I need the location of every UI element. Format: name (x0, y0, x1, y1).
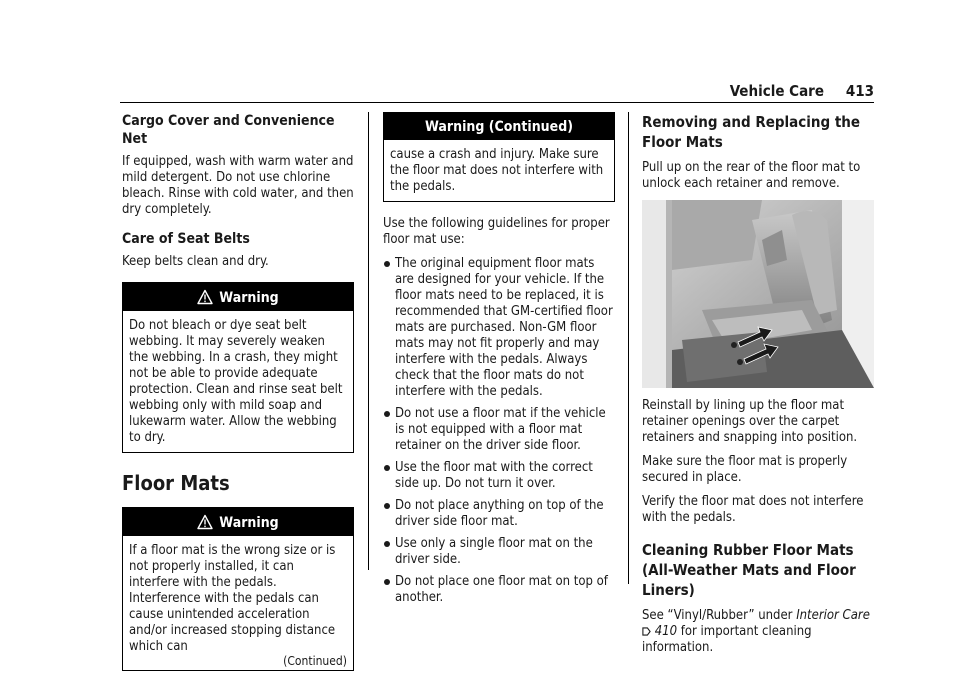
page-number: 413 (845, 82, 874, 100)
guideline-item: The original equipment floor mats are designed for your vehicle. If the floor mats need to be replaced, it is recommended that GM-certified floor mats are purchased. Non-GM floor mats may not fit properly and may interfere with the pedals. Always check that the floor mats do not interfere with the pedals. (383, 256, 615, 400)
guidelines-intro: Use the following guidelines for proper floor mat use: (383, 216, 610, 247)
warning-text: If a floor mat is the wrong size or is not properly installed, it can interfere with the pedals. Interference with the pedals can cause unintended acceleration and/or increased stopping distance which can (129, 543, 336, 654)
column-divider-2 (628, 112, 629, 584)
warning-body (123, 536, 353, 670)
verify-text: Verify the floor mat does not interfere with the pedals. (642, 494, 864, 525)
warning-header (123, 508, 353, 536)
seatbelts-heading: Care of Seat Belts (122, 231, 250, 247)
page-reference-link[interactable]: 410 (654, 624, 678, 639)
floor-mat-retainer-photo (642, 200, 874, 388)
guideline-item: Do not use a floor mat if the vehicle is not equipped with a floor mat retainer on the driver side floor. (383, 406, 615, 454)
warning-header (123, 283, 353, 311)
guideline-item: Use the floor mat with the correct side up. Do not turn it over. (383, 460, 615, 492)
reinstall-text: Reinstall by lining up the floor mat retainer openings over the carpet retainers and snapping into position. (642, 398, 858, 445)
cargo-heading: Cargo Cover and Convenience Net (122, 113, 335, 147)
cleaning-heading: Cleaning Rubber Floor Mats (All-Weather Mats and Floor Liners) (642, 541, 856, 599)
guidelines-list (383, 256, 615, 606)
warning-continued-text: cause a crash and injury. Make sure the floor mat does not interfere with the pedals. (390, 147, 604, 194)
warning-box-floor-mats (122, 507, 354, 671)
warning-box-seatbelts (122, 282, 354, 453)
continued-note: (Continued) (283, 654, 347, 668)
guideline-item: Use only a single floor mat on the driver side. (383, 536, 615, 568)
cleaning-tail: for important cleaning information. (642, 624, 812, 655)
warning-icon (197, 289, 213, 305)
seatbelts-text: Keep belts clean and dry. (122, 254, 269, 269)
warning-icon (197, 514, 213, 530)
removing-text: Pull up on the rear of the floor mat to unlock each retainer and remove. (642, 160, 861, 191)
secured-text: Make sure the floor mat is properly secured in place. (642, 454, 848, 485)
page-header (120, 80, 874, 104)
column-1 (122, 112, 354, 671)
warning-title: Warning (219, 515, 279, 531)
warning-box-continued (383, 112, 615, 202)
warning-text: Do not bleach or dye seat belt webbing. It may severely weaken the webbing. In a crash, they might not be able to provide adequate protection. Clean and rinse seat belt webbing only with mild soap and lukewarm water. Allow the webbing to dry. (129, 318, 343, 445)
column-divider-1 (368, 112, 369, 570)
column-2 (383, 112, 615, 612)
guideline-item: Do not place anything on top of the driver side floor mat. (383, 498, 615, 530)
floor-mats-heading: Floor Mats (122, 471, 230, 495)
guideline-item: Do not place one floor mat on top of another. (383, 574, 615, 606)
interior-care-link[interactable]: Interior Care (796, 608, 870, 623)
removing-heading: Removing and Replacing the Floor Mats (642, 113, 861, 151)
column-3 (642, 112, 874, 664)
page-reference-icon (642, 627, 651, 636)
header-rule (120, 102, 874, 103)
cleaning-see: See “Vinyl/Rubber” under (642, 608, 793, 623)
cargo-text: If equipped, wash with warm water and mild detergent. Do not use chlorine bleach. Rinse with cold water, and then dry completely. (122, 154, 354, 217)
warning-title: Warning (219, 290, 279, 306)
cleaning-text (642, 608, 874, 656)
warning-continued-title: Warning (Continued) (384, 113, 614, 140)
section-title: Vehicle Care (729, 82, 824, 100)
